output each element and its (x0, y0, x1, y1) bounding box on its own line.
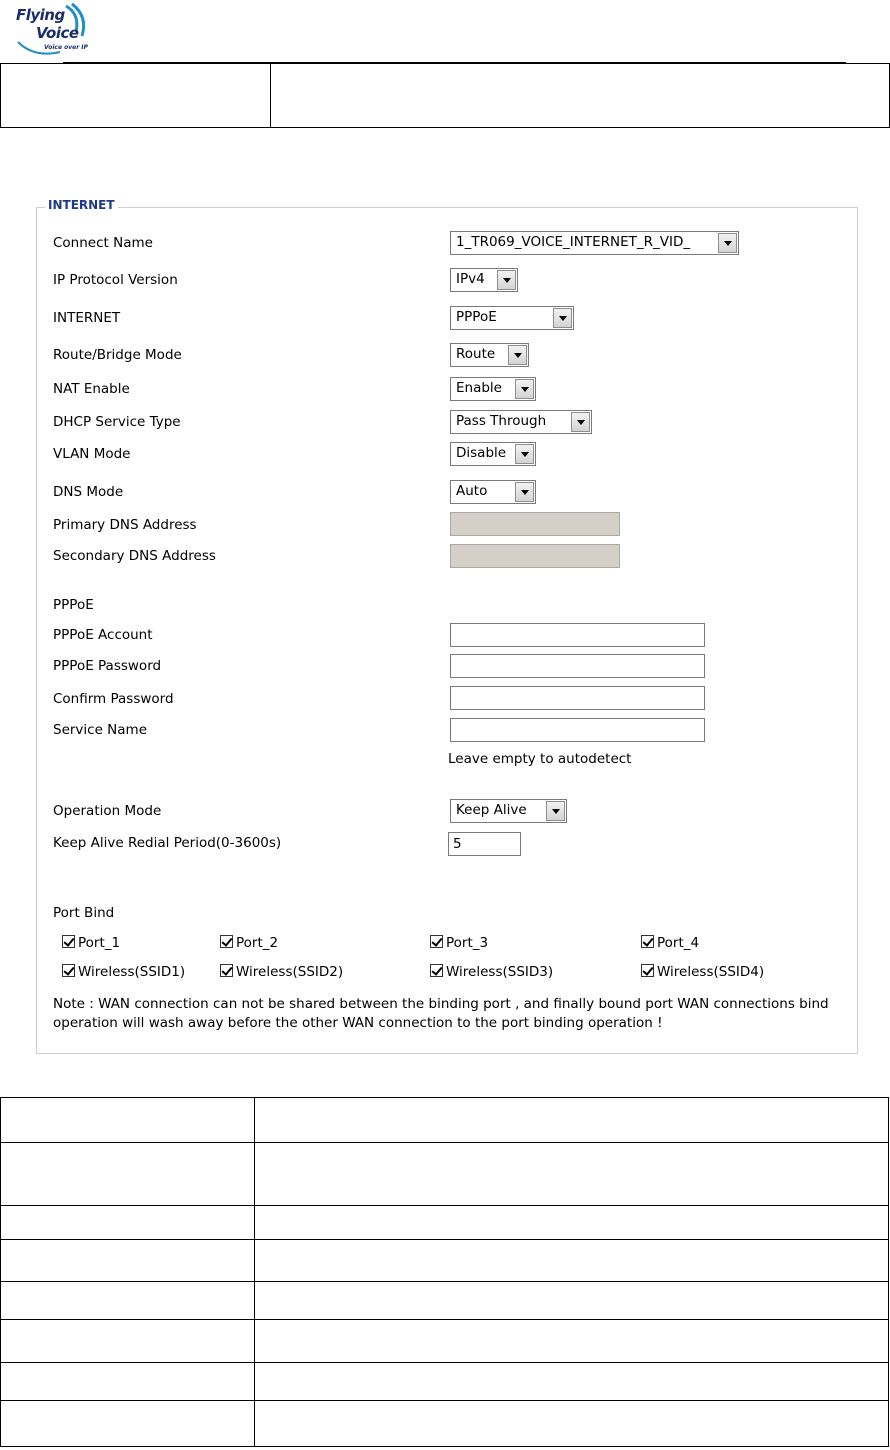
table-row (1, 1282, 889, 1320)
table-cell (255, 1363, 889, 1401)
top-table (0, 63, 890, 128)
table-row (1, 1401, 889, 1447)
route-bridge-label: Route/Bridge Mode (53, 347, 182, 363)
chevron-down-icon (546, 801, 565, 821)
ssid-3-label: Wireless(SSID3) (446, 964, 554, 980)
port-2-label: Port_2 (236, 935, 279, 951)
table-cell (1, 1282, 255, 1320)
table-cell (1, 64, 271, 128)
port-bind-note: Note : WAN connection can not be shared between the binding port , and finally bound port WAN connections bind operation will wash away before the other WAN connection to the port binding operation ! (53, 996, 829, 1031)
service-name-label: Service Name (53, 722, 148, 738)
chevron-down-icon (571, 412, 590, 432)
logo-tagline: Voice over IP (44, 44, 88, 51)
nat-enable-label: NAT Enable (53, 381, 130, 397)
checkbox-checked-icon (641, 935, 654, 948)
operation-mode-value: Keep Alive (456, 802, 527, 818)
port-4-checkbox[interactable] (641, 935, 699, 951)
chevron-down-icon (553, 308, 572, 328)
table-row (1, 1320, 889, 1363)
table-row (1, 1143, 889, 1206)
pppoe-account-input[interactable] (450, 623, 705, 647)
redial-period-label: Keep Alive Redial Period(0-3600s) (53, 835, 282, 851)
table-cell (1, 1240, 255, 1282)
vlan-mode-value: Disable (456, 445, 507, 461)
secondary-dns-input[interactable] (450, 544, 620, 568)
chevron-down-icon (515, 379, 534, 399)
checkbox-checked-icon (430, 964, 443, 977)
port-1-checkbox[interactable] (62, 935, 120, 951)
flying-voice-logo (14, 2, 104, 60)
primary-dns-input[interactable] (450, 512, 620, 536)
ssid-1-checkbox[interactable] (62, 964, 185, 980)
bottom-table (0, 1097, 889, 1447)
chevron-down-icon (515, 444, 534, 464)
logo-text-voice: Voice (36, 24, 79, 42)
checkbox-checked-icon (430, 935, 443, 948)
checkbox-checked-icon (62, 964, 75, 977)
table-cell (1, 1320, 255, 1363)
ssid-4-checkbox[interactable] (641, 964, 764, 980)
internet-legend: INTERNET (45, 198, 118, 212)
dns-mode-value: Auto (456, 483, 488, 499)
ssid-2-checkbox[interactable] (220, 964, 343, 980)
chevron-down-icon (515, 482, 534, 502)
operation-mode-select[interactable] (450, 799, 567, 823)
secondary-dns-label: Secondary DNS Address (53, 548, 216, 564)
port-1-label: Port_1 (78, 935, 121, 951)
ip-protocol-select[interactable] (450, 268, 518, 292)
primary-dns-label: Primary DNS Address (53, 517, 197, 533)
redial-period-input[interactable]: 5 (448, 832, 521, 856)
route-bridge-value: Route (456, 346, 496, 362)
confirm-password-input[interactable] (450, 686, 705, 710)
checkbox-checked-icon (62, 935, 75, 948)
chevron-down-icon (718, 233, 737, 253)
ssid-4-label: Wireless(SSID4) (657, 964, 765, 980)
internet-type-select[interactable] (450, 306, 574, 330)
checkbox-checked-icon (641, 964, 654, 977)
service-name-input[interactable] (450, 718, 705, 742)
dhcp-service-select[interactable] (450, 410, 592, 434)
table-cell (271, 64, 890, 128)
confirm-password-label: Confirm Password (53, 691, 174, 707)
vlan-mode-label: VLAN Mode (53, 446, 131, 462)
table-row (1, 64, 890, 128)
table-row (1, 1363, 889, 1401)
ssid-1-label: Wireless(SSID1) (78, 964, 186, 980)
pppoe-password-input[interactable] (450, 654, 705, 678)
table-row (1, 1240, 889, 1282)
dns-mode-label: DNS Mode (53, 484, 124, 500)
table-cell (255, 1098, 889, 1143)
ip-protocol-label: IP Protocol Version (53, 272, 178, 288)
port-3-checkbox[interactable] (430, 935, 488, 951)
table-cell (1, 1098, 255, 1143)
pppoe-account-label: PPPoE Account (53, 627, 153, 643)
internet-type-label: INTERNET (53, 310, 121, 326)
table-cell (1, 1401, 255, 1447)
checkbox-checked-icon (220, 935, 233, 948)
table-cell (255, 1401, 889, 1447)
pppoe-section-label: PPPoE (53, 597, 94, 613)
route-bridge-select[interactable] (450, 343, 529, 367)
port-2-checkbox[interactable] (220, 935, 278, 951)
nat-enable-select[interactable] (450, 377, 536, 401)
internet-panel (36, 198, 858, 1054)
internet-type-value: PPPoE (456, 309, 497, 325)
table-cell (255, 1143, 889, 1206)
connect-name-label: Connect Name (53, 235, 153, 251)
chevron-down-icon (508, 345, 527, 365)
connect-name-value: 1_TR069_VOICE_INTERNET_R_VID_ (456, 234, 691, 250)
dhcp-service-label: DHCP Service Type (53, 414, 181, 430)
service-name-hint: Leave empty to autodetect (448, 751, 632, 767)
dns-mode-select[interactable] (450, 480, 536, 504)
dhcp-service-value: Pass Through (456, 413, 547, 429)
table-cell (255, 1240, 889, 1282)
port-4-label: Port_4 (657, 935, 700, 951)
table-row (1, 1098, 889, 1143)
chevron-down-icon (497, 270, 516, 290)
table-cell (1, 1206, 255, 1240)
table-cell (255, 1206, 889, 1240)
connect-name-select[interactable] (450, 231, 739, 255)
port-bind-label: Port Bind (53, 905, 115, 921)
nat-enable-value: Enable (456, 380, 502, 396)
port-3-label: Port_3 (446, 935, 489, 951)
pppoe-password-label: PPPoE Password (53, 658, 162, 674)
table-cell (1, 1143, 255, 1206)
table-cell (1, 1363, 255, 1401)
operation-mode-label: Operation Mode (53, 803, 162, 819)
checkbox-checked-icon (220, 964, 233, 977)
table-cell (255, 1320, 889, 1363)
ip-protocol-value: IPv4 (456, 271, 485, 287)
logo-text-flying: Flying (16, 6, 65, 24)
vlan-mode-select[interactable] (450, 442, 536, 466)
table-row (1, 1206, 889, 1240)
ssid-3-checkbox[interactable] (430, 964, 553, 980)
ssid-2-label: Wireless(SSID2) (236, 964, 344, 980)
table-cell (255, 1282, 889, 1320)
